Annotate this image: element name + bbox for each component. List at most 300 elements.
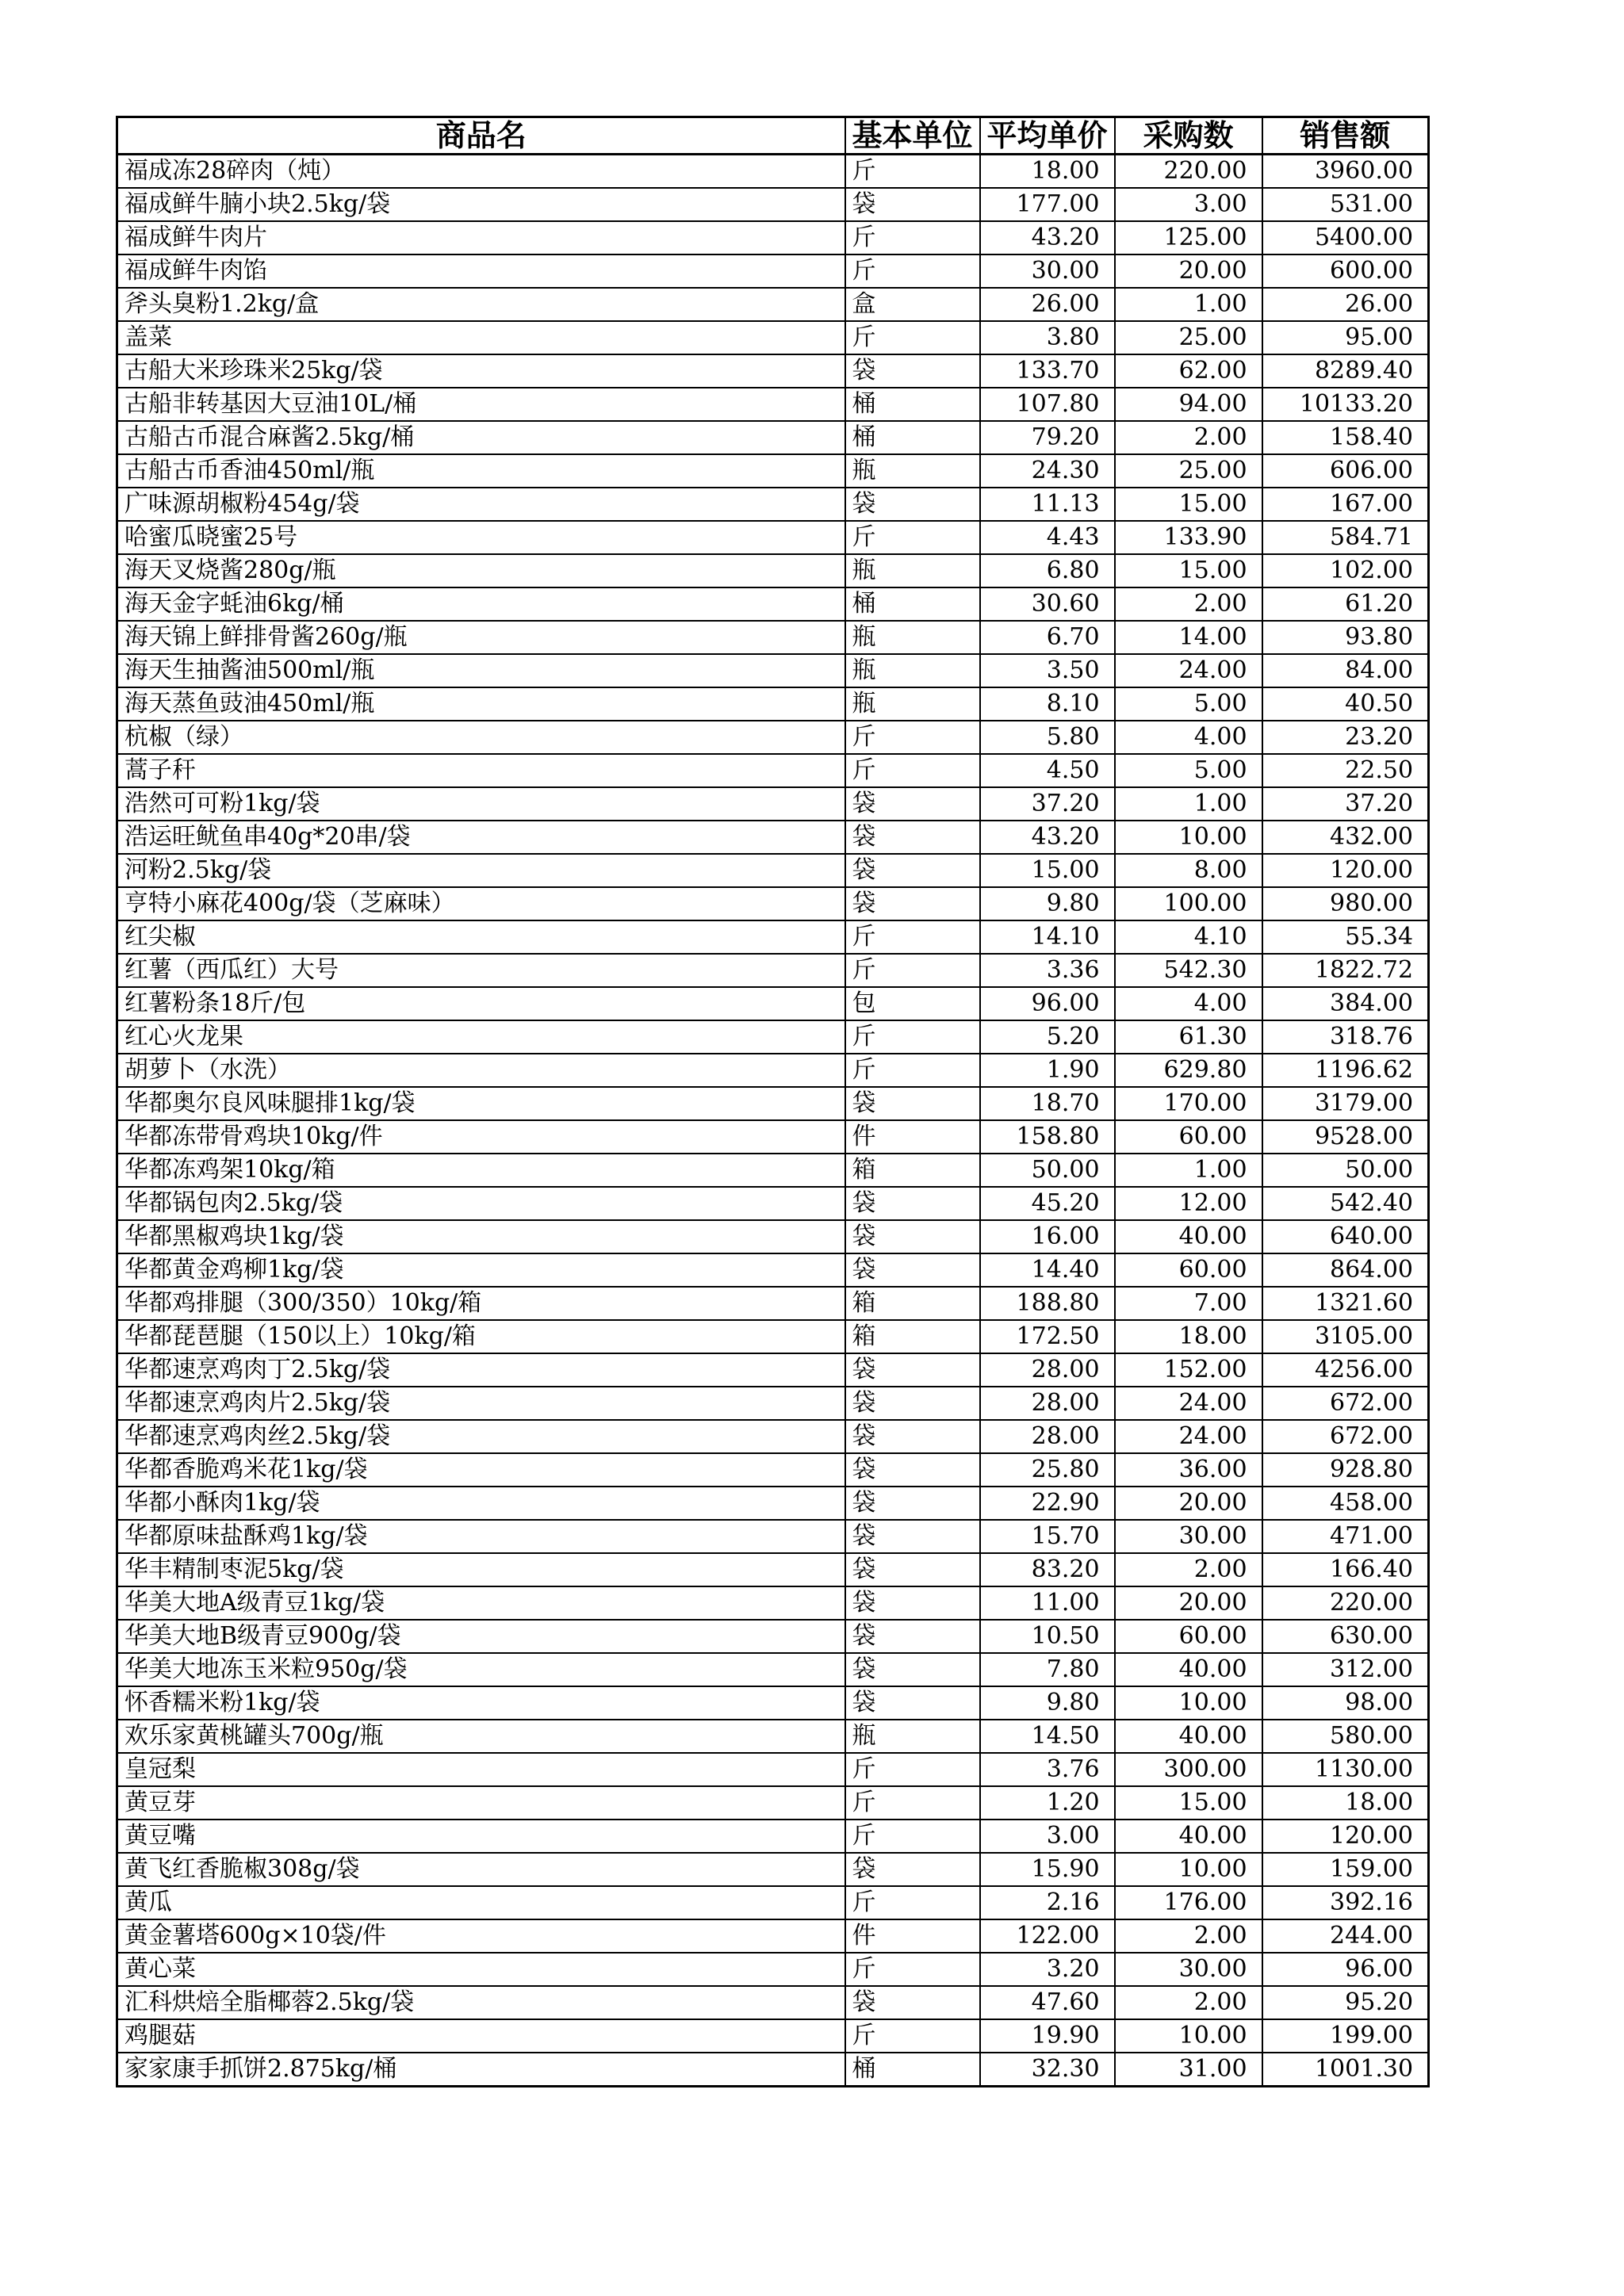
cell-product-name: 福成冻28碎肉（炖） [117, 155, 845, 189]
cell-sales-amount: 167.00 [1262, 488, 1429, 521]
cell-base-unit: 袋 [845, 1087, 980, 1120]
cell-purchase-quantity: 40.00 [1115, 1720, 1262, 1753]
cell-product-name: 华都速烹鸡肉片2.5kg/袋 [117, 1387, 845, 1420]
cell-base-unit: 斤 [845, 1786, 980, 1820]
cell-sales-amount: 26.00 [1262, 288, 1429, 321]
table-row [117, 1953, 1429, 1986]
cell-average-price: 1.20 [980, 1786, 1115, 1820]
cell-purchase-quantity: 62.00 [1115, 354, 1262, 388]
table-row [117, 1886, 1429, 1919]
cell-purchase-quantity: 24.00 [1115, 1387, 1262, 1420]
cell-sales-amount: 1822.72 [1262, 954, 1429, 987]
cell-average-price: 50.00 [980, 1154, 1115, 1187]
cell-sales-amount: 3105.00 [1262, 1320, 1429, 1353]
cell-base-unit: 斤 [845, 920, 980, 954]
cell-average-price: 37.20 [980, 787, 1115, 821]
cell-sales-amount: 980.00 [1262, 887, 1429, 920]
table-row [117, 1287, 1429, 1320]
cell-purchase-quantity: 94.00 [1115, 388, 1262, 421]
table-row [117, 1520, 1429, 1553]
cell-purchase-quantity: 30.00 [1115, 1520, 1262, 1553]
table-row [117, 1919, 1429, 1953]
header-purchase-quantity: 采购数 [1115, 117, 1262, 155]
cell-product-name: 华丰精制枣泥5kg/袋 [117, 1553, 845, 1586]
header-product-name: 商品名 [117, 117, 845, 155]
cell-sales-amount: 318.76 [1262, 1020, 1429, 1054]
cell-product-name: 杭椒（绿） [117, 721, 845, 754]
table-row [117, 1653, 1429, 1686]
cell-purchase-quantity: 220.00 [1115, 155, 1262, 189]
cell-average-price: 18.70 [980, 1087, 1115, 1120]
cell-average-price: 5.20 [980, 1020, 1115, 1054]
header-average-price: 平均单价 [980, 117, 1115, 155]
cell-sales-amount: 18.00 [1262, 1786, 1429, 1820]
cell-base-unit: 盒 [845, 288, 980, 321]
cell-product-name: 浩然可可粉1kg/袋 [117, 787, 845, 821]
cell-base-unit: 件 [845, 1120, 980, 1154]
cell-base-unit: 斤 [845, 1886, 980, 1919]
table-row [117, 488, 1429, 521]
cell-average-price: 11.13 [980, 488, 1115, 521]
cell-purchase-quantity: 24.00 [1115, 654, 1262, 687]
table-row [117, 188, 1429, 221]
cell-product-name: 汇科烘焙全脂椰蓉2.5kg/袋 [117, 1986, 845, 2019]
cell-product-name: 华都速烹鸡肉丁2.5kg/袋 [117, 1353, 845, 1387]
cell-average-price: 15.00 [980, 854, 1115, 887]
cell-purchase-quantity: 14.00 [1115, 621, 1262, 654]
cell-purchase-quantity: 100.00 [1115, 887, 1262, 920]
table-row [117, 1120, 1429, 1154]
cell-product-name: 华都香脆鸡米花1kg/袋 [117, 1453, 845, 1487]
cell-purchase-quantity: 2.00 [1115, 1919, 1262, 1953]
cell-product-name: 亨特小麻花400g/袋（芝麻味） [117, 887, 845, 920]
table-row [117, 1853, 1429, 1886]
cell-sales-amount: 5400.00 [1262, 221, 1429, 254]
header-row [117, 117, 1429, 155]
cell-average-price: 18.00 [980, 155, 1115, 189]
cell-sales-amount: 96.00 [1262, 1953, 1429, 1986]
cell-sales-amount: 864.00 [1262, 1253, 1429, 1287]
table-row [117, 2053, 1429, 2087]
cell-average-price: 172.50 [980, 1320, 1115, 1353]
cell-purchase-quantity: 25.00 [1115, 454, 1262, 488]
cell-average-price: 25.80 [980, 1453, 1115, 1487]
product-sales-table [116, 116, 1430, 2087]
table-row [117, 1253, 1429, 1287]
cell-purchase-quantity: 8.00 [1115, 854, 1262, 887]
cell-base-unit: 袋 [845, 821, 980, 854]
cell-average-price: 188.80 [980, 1287, 1115, 1320]
table-row [117, 1553, 1429, 1586]
cell-product-name: 欢乐家黄桃罐头700g/瓶 [117, 1720, 845, 1753]
header-base-unit: 基本单位 [845, 117, 980, 155]
cell-product-name: 怀香糯米粉1kg/袋 [117, 1686, 845, 1720]
cell-base-unit: 袋 [845, 854, 980, 887]
cell-base-unit: 斤 [845, 1953, 980, 1986]
cell-base-unit: 桶 [845, 587, 980, 621]
cell-sales-amount: 928.80 [1262, 1453, 1429, 1487]
cell-product-name: 红薯粉条18斤/包 [117, 987, 845, 1020]
cell-base-unit: 箱 [845, 1154, 980, 1187]
cell-purchase-quantity: 20.00 [1115, 254, 1262, 288]
cell-product-name: 古船大米珍珠米25kg/袋 [117, 354, 845, 388]
table-row [117, 521, 1429, 554]
cell-product-name: 黄瓜 [117, 1886, 845, 1919]
cell-base-unit: 斤 [845, 521, 980, 554]
cell-product-name: 蒿子秆 [117, 754, 845, 787]
cell-product-name: 海天蒸鱼豉油450ml/瓶 [117, 687, 845, 721]
cell-base-unit: 袋 [845, 354, 980, 388]
cell-purchase-quantity: 1.00 [1115, 1154, 1262, 1187]
cell-average-price: 30.00 [980, 254, 1115, 288]
cell-base-unit: 袋 [845, 1520, 980, 1553]
cell-average-price: 3.36 [980, 954, 1115, 987]
cell-purchase-quantity: 629.80 [1115, 1054, 1262, 1087]
cell-base-unit: 斤 [845, 155, 980, 189]
cell-base-unit: 袋 [845, 1986, 980, 2019]
cell-sales-amount: 432.00 [1262, 821, 1429, 854]
cell-purchase-quantity: 40.00 [1115, 1820, 1262, 1853]
table-row [117, 254, 1429, 288]
cell-base-unit: 袋 [845, 1387, 980, 1420]
cell-product-name: 河粉2.5kg/袋 [117, 854, 845, 887]
cell-sales-amount: 50.00 [1262, 1154, 1429, 1187]
cell-purchase-quantity: 5.00 [1115, 754, 1262, 787]
cell-product-name: 浩运旺鱿鱼串40g*20串/袋 [117, 821, 845, 854]
table-row [117, 1353, 1429, 1387]
table-row [117, 288, 1429, 321]
cell-sales-amount: 61.20 [1262, 587, 1429, 621]
cell-average-price: 2.16 [980, 1886, 1115, 1919]
cell-sales-amount: 384.00 [1262, 987, 1429, 1020]
cell-average-price: 24.30 [980, 454, 1115, 488]
table-row [117, 1154, 1429, 1187]
cell-purchase-quantity: 4.00 [1115, 721, 1262, 754]
cell-purchase-quantity: 2.00 [1115, 1553, 1262, 1586]
cell-base-unit: 斤 [845, 321, 980, 354]
cell-sales-amount: 159.00 [1262, 1853, 1429, 1886]
cell-base-unit: 袋 [845, 887, 980, 920]
cell-purchase-quantity: 4.00 [1115, 987, 1262, 1020]
cell-average-price: 14.40 [980, 1253, 1115, 1287]
cell-product-name: 华美大地B级青豆900g/袋 [117, 1620, 845, 1653]
cell-sales-amount: 98.00 [1262, 1686, 1429, 1720]
cell-purchase-quantity: 125.00 [1115, 221, 1262, 254]
cell-product-name: 华都速烹鸡肉丝2.5kg/袋 [117, 1420, 845, 1453]
cell-purchase-quantity: 15.00 [1115, 488, 1262, 521]
table-row [117, 554, 1429, 587]
cell-product-name: 华都奥尔良风味腿排1kg/袋 [117, 1087, 845, 1120]
table-row [117, 454, 1429, 488]
table-row [117, 1087, 1429, 1120]
cell-product-name: 福成鲜牛肉馅 [117, 254, 845, 288]
cell-purchase-quantity: 1.00 [1115, 787, 1262, 821]
cell-sales-amount: 95.20 [1262, 1986, 1429, 2019]
cell-sales-amount: 3179.00 [1262, 1087, 1429, 1120]
cell-average-price: 10.50 [980, 1620, 1115, 1653]
cell-average-price: 9.80 [980, 887, 1115, 920]
cell-average-price: 4.43 [980, 521, 1115, 554]
table-row [117, 1753, 1429, 1786]
cell-product-name: 古船非转基因大豆油10L/桶 [117, 388, 845, 421]
cell-product-name: 黄金薯塔600g×10袋/件 [117, 1919, 845, 1953]
cell-base-unit: 斤 [845, 721, 980, 754]
table-row [117, 1487, 1429, 1520]
cell-sales-amount: 8289.40 [1262, 354, 1429, 388]
table-row [117, 1420, 1429, 1453]
table-row [117, 687, 1429, 721]
cell-purchase-quantity: 40.00 [1115, 1220, 1262, 1253]
cell-base-unit: 袋 [845, 1420, 980, 1453]
table-row [117, 854, 1429, 887]
cell-average-price: 79.20 [980, 421, 1115, 454]
cell-product-name: 福成鲜牛肉片 [117, 221, 845, 254]
cell-average-price: 28.00 [980, 1353, 1115, 1387]
cell-sales-amount: 84.00 [1262, 654, 1429, 687]
table-row [117, 1020, 1429, 1054]
table-row [117, 1620, 1429, 1653]
cell-purchase-quantity: 31.00 [1115, 2053, 1262, 2087]
table-row [117, 787, 1429, 821]
table-row [117, 920, 1429, 954]
table-row [117, 1187, 1429, 1220]
table-row [117, 388, 1429, 421]
cell-purchase-quantity: 133.90 [1115, 521, 1262, 554]
cell-average-price: 28.00 [980, 1387, 1115, 1420]
cell-base-unit: 瓶 [845, 687, 980, 721]
cell-average-price: 16.00 [980, 1220, 1115, 1253]
cell-sales-amount: 23.20 [1262, 721, 1429, 754]
cell-average-price: 107.80 [980, 388, 1115, 421]
cell-average-price: 9.80 [980, 1686, 1115, 1720]
cell-average-price: 43.20 [980, 821, 1115, 854]
cell-base-unit: 件 [845, 1919, 980, 1953]
cell-purchase-quantity: 176.00 [1115, 1886, 1262, 1919]
cell-base-unit: 斤 [845, 1054, 980, 1087]
cell-sales-amount: 120.00 [1262, 854, 1429, 887]
cell-purchase-quantity: 2.00 [1115, 1986, 1262, 2019]
cell-base-unit: 瓶 [845, 1720, 980, 1753]
cell-base-unit: 斤 [845, 1753, 980, 1786]
table-row [117, 1786, 1429, 1820]
table-row [117, 987, 1429, 1020]
cell-product-name: 华都黑椒鸡块1kg/袋 [117, 1220, 845, 1253]
cell-average-price: 177.00 [980, 188, 1115, 221]
cell-sales-amount: 672.00 [1262, 1420, 1429, 1453]
cell-average-price: 45.20 [980, 1187, 1115, 1220]
cell-product-name: 福成鲜牛腩小块2.5kg/袋 [117, 188, 845, 221]
cell-average-price: 4.50 [980, 754, 1115, 787]
cell-average-price: 3.00 [980, 1820, 1115, 1853]
cell-product-name: 黄豆芽 [117, 1786, 845, 1820]
table-row [117, 621, 1429, 654]
cell-purchase-quantity: 61.30 [1115, 1020, 1262, 1054]
cell-product-name: 红心火龙果 [117, 1020, 845, 1054]
cell-base-unit: 瓶 [845, 654, 980, 687]
cell-base-unit: 斤 [845, 754, 980, 787]
cell-base-unit: 袋 [845, 1553, 980, 1586]
cell-sales-amount: 1001.30 [1262, 2053, 1429, 2087]
cell-product-name: 海天生抽酱油500ml/瓶 [117, 654, 845, 687]
cell-purchase-quantity: 5.00 [1115, 687, 1262, 721]
cell-product-name: 黄飞红香脆椒308g/袋 [117, 1853, 845, 1886]
cell-sales-amount: 531.00 [1262, 188, 1429, 221]
cell-sales-amount: 580.00 [1262, 1720, 1429, 1753]
cell-purchase-quantity: 2.00 [1115, 587, 1262, 621]
cell-product-name: 红薯（西瓜红）大号 [117, 954, 845, 987]
cell-purchase-quantity: 10.00 [1115, 1686, 1262, 1720]
cell-average-price: 14.10 [980, 920, 1115, 954]
cell-purchase-quantity: 20.00 [1115, 1487, 1262, 1520]
table-row [117, 1820, 1429, 1853]
cell-product-name: 哈蜜瓜晓蜜25号 [117, 521, 845, 554]
table-row [117, 354, 1429, 388]
cell-sales-amount: 40.50 [1262, 687, 1429, 721]
cell-base-unit: 袋 [845, 488, 980, 521]
cell-base-unit: 包 [845, 987, 980, 1020]
cell-average-price: 96.00 [980, 987, 1115, 1020]
cell-purchase-quantity: 2.00 [1115, 421, 1262, 454]
cell-base-unit: 斤 [845, 254, 980, 288]
cell-purchase-quantity: 7.00 [1115, 1287, 1262, 1320]
table-row [117, 1586, 1429, 1620]
cell-sales-amount: 1321.60 [1262, 1287, 1429, 1320]
cell-base-unit: 斤 [845, 2019, 980, 2053]
cell-purchase-quantity: 20.00 [1115, 1586, 1262, 1620]
table-row [117, 321, 1429, 354]
cell-base-unit: 袋 [845, 1620, 980, 1653]
table-row [117, 1453, 1429, 1487]
cell-average-price: 3.76 [980, 1753, 1115, 1786]
cell-base-unit: 瓶 [845, 621, 980, 654]
table-row [117, 155, 1429, 189]
cell-base-unit: 桶 [845, 2053, 980, 2087]
cell-average-price: 83.20 [980, 1553, 1115, 1586]
table-row [117, 421, 1429, 454]
cell-product-name: 古船古币混合麻酱2.5kg/桶 [117, 421, 845, 454]
cell-average-price: 28.00 [980, 1420, 1115, 1453]
cell-base-unit: 袋 [845, 188, 980, 221]
cell-purchase-quantity: 542.30 [1115, 954, 1262, 987]
cell-purchase-quantity: 10.00 [1115, 2019, 1262, 2053]
cell-sales-amount: 4256.00 [1262, 1353, 1429, 1387]
cell-purchase-quantity: 40.00 [1115, 1653, 1262, 1686]
cell-product-name: 海天金字蚝油6kg/桶 [117, 587, 845, 621]
cell-average-price: 22.90 [980, 1487, 1115, 1520]
cell-product-name: 胡萝卜（水洗） [117, 1054, 845, 1087]
cell-average-price: 6.70 [980, 621, 1115, 654]
cell-sales-amount: 9528.00 [1262, 1120, 1429, 1154]
table-row [117, 1720, 1429, 1753]
cell-product-name: 华都冻带骨鸡块10kg/件 [117, 1120, 845, 1154]
cell-purchase-quantity: 60.00 [1115, 1620, 1262, 1653]
cell-purchase-quantity: 152.00 [1115, 1353, 1262, 1387]
cell-average-price: 14.50 [980, 1720, 1115, 1753]
cell-product-name: 华美大地冻玉米粒950g/袋 [117, 1653, 845, 1686]
cell-average-price: 122.00 [980, 1919, 1115, 1953]
cell-sales-amount: 606.00 [1262, 454, 1429, 488]
cell-product-name: 家家康手抓饼2.875kg/桶 [117, 2053, 845, 2087]
cell-average-price: 15.70 [980, 1520, 1115, 1553]
cell-product-name: 广味源胡椒粉454g/袋 [117, 488, 845, 521]
cell-product-name: 黄豆嘴 [117, 1820, 845, 1853]
cell-product-name: 黄心菜 [117, 1953, 845, 1986]
cell-purchase-quantity: 36.00 [1115, 1453, 1262, 1487]
cell-product-name: 华都鸡排腿（300/350）10kg/箱 [117, 1287, 845, 1320]
cell-purchase-quantity: 24.00 [1115, 1420, 1262, 1453]
cell-sales-amount: 600.00 [1262, 254, 1429, 288]
cell-product-name: 盖菜 [117, 321, 845, 354]
cell-product-name: 海天锦上鲜排骨酱260g/瓶 [117, 621, 845, 654]
cell-sales-amount: 37.20 [1262, 787, 1429, 821]
cell-base-unit: 瓶 [845, 454, 980, 488]
cell-average-price: 47.60 [980, 1986, 1115, 2019]
cell-sales-amount: 458.00 [1262, 1487, 1429, 1520]
cell-purchase-quantity: 1.00 [1115, 288, 1262, 321]
cell-sales-amount: 471.00 [1262, 1520, 1429, 1553]
cell-product-name: 海天叉烧酱280g/瓶 [117, 554, 845, 587]
cell-sales-amount: 1130.00 [1262, 1753, 1429, 1786]
cell-purchase-quantity: 18.00 [1115, 1320, 1262, 1353]
cell-sales-amount: 10133.20 [1262, 388, 1429, 421]
cell-purchase-quantity: 60.00 [1115, 1120, 1262, 1154]
table-row [117, 754, 1429, 787]
cell-purchase-quantity: 170.00 [1115, 1087, 1262, 1120]
cell-base-unit: 袋 [845, 1353, 980, 1387]
cell-sales-amount: 392.16 [1262, 1886, 1429, 1919]
table-row [117, 1054, 1429, 1087]
cell-average-price: 3.80 [980, 321, 1115, 354]
cell-purchase-quantity: 300.00 [1115, 1753, 1262, 1786]
table-row [117, 221, 1429, 254]
table-row [117, 2019, 1429, 2053]
cell-base-unit: 袋 [845, 1187, 980, 1220]
cell-product-name: 古船古币香油450ml/瓶 [117, 454, 845, 488]
table-row [117, 1986, 1429, 2019]
cell-purchase-quantity: 15.00 [1115, 554, 1262, 587]
cell-average-price: 30.60 [980, 587, 1115, 621]
table-row [117, 587, 1429, 621]
cell-average-price: 15.90 [980, 1853, 1115, 1886]
cell-sales-amount: 22.50 [1262, 754, 1429, 787]
cell-average-price: 7.80 [980, 1653, 1115, 1686]
table-row [117, 954, 1429, 987]
table-row [117, 721, 1429, 754]
cell-sales-amount: 220.00 [1262, 1586, 1429, 1620]
cell-product-name: 鸡腿菇 [117, 2019, 845, 2053]
cell-sales-amount: 640.00 [1262, 1220, 1429, 1253]
table-row [117, 1387, 1429, 1420]
cell-average-price: 6.80 [980, 554, 1115, 587]
cell-product-name: 华都原味盐酥鸡1kg/袋 [117, 1520, 845, 1553]
cell-average-price: 158.80 [980, 1120, 1115, 1154]
cell-sales-amount: 244.00 [1262, 1919, 1429, 1953]
cell-sales-amount: 584.71 [1262, 521, 1429, 554]
cell-base-unit: 袋 [845, 1853, 980, 1886]
cell-base-unit: 斤 [845, 1020, 980, 1054]
cell-average-price: 19.90 [980, 2019, 1115, 2053]
cell-base-unit: 箱 [845, 1287, 980, 1320]
cell-sales-amount: 199.00 [1262, 2019, 1429, 2053]
cell-average-price: 133.70 [980, 354, 1115, 388]
table-row [117, 1686, 1429, 1720]
table-row [117, 887, 1429, 920]
cell-sales-amount: 102.00 [1262, 554, 1429, 587]
cell-sales-amount: 542.40 [1262, 1187, 1429, 1220]
table-row [117, 821, 1429, 854]
cell-sales-amount: 3960.00 [1262, 155, 1429, 189]
cell-purchase-quantity: 12.00 [1115, 1187, 1262, 1220]
